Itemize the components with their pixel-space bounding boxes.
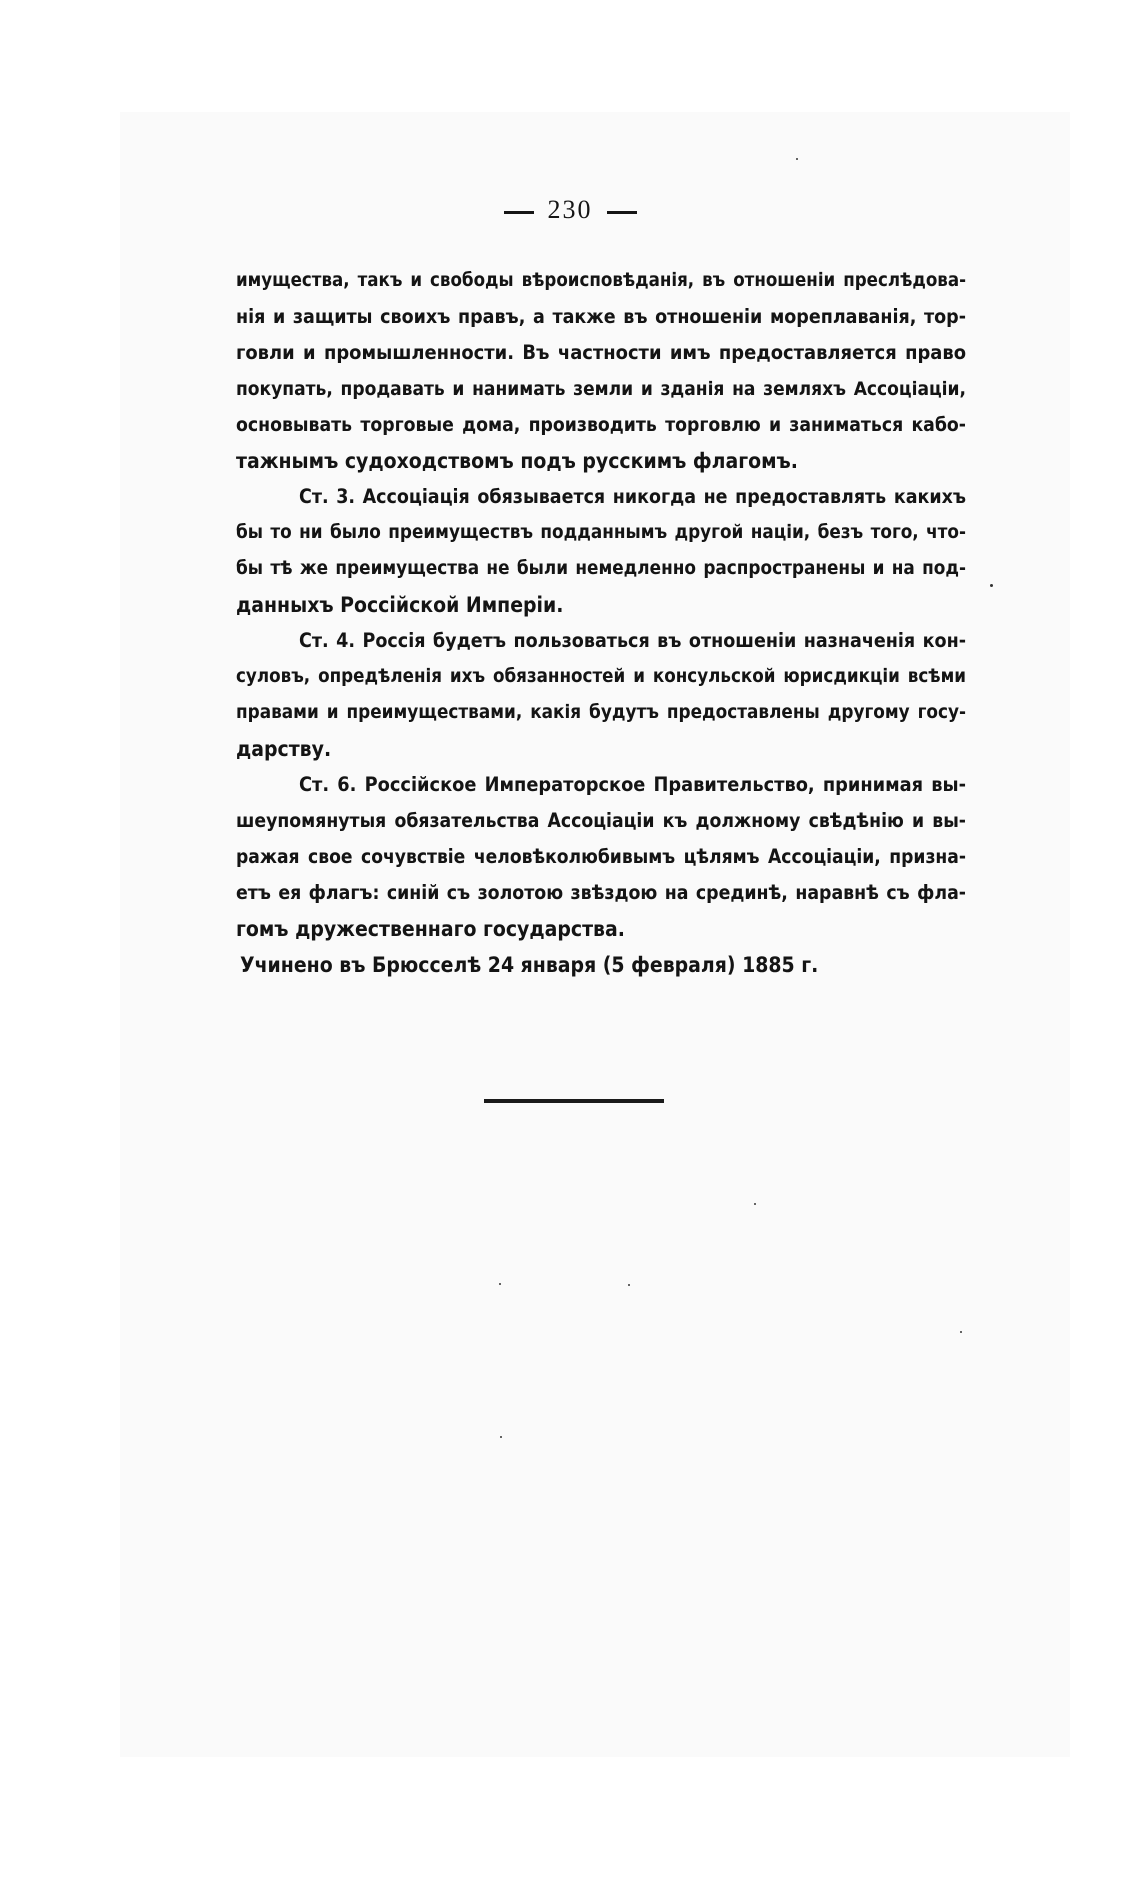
article-3 [236,479,966,623]
body-text [236,263,966,983]
scan-speck [796,158,798,160]
text-line: шеупомянутыя обязательства Ассоціаціи къ должному свѣдѣнію и вы- [236,809,966,832]
text-line: Ст. 3. Ассоціація обязывается никогда не предоставлять какихъ [299,485,966,508]
scan-speck [500,1436,502,1438]
text-line: етъ ея флагъ: синій съ золотою звѣздою на срединѣ, наравнѣ съ фла- [236,881,966,904]
text-line: говли и промышленности. Въ частности имъ предоставляется право [236,341,966,364]
end-rule [484,1099,664,1103]
text-line: дарству. [236,737,332,761]
scan-speck [754,1203,756,1205]
text-line: правами и преимуществами, какія будутъ предоставлены другому госу- [236,702,966,723]
page-number-header [0,195,1140,225]
article-6 [236,767,966,947]
text-line: бы то ни было преимуществъ подданнымъ другой націи, безъ того, что- [236,522,966,543]
text-line: имущества, такъ и свободы вѣроисповѣданія, въ отношеніи преслѣдова- [236,270,966,291]
closing-line: Учинено въ Брюсселѣ 24 января (5 февраля) 1885 г. [240,953,819,977]
text-line: суловъ, опредѣленія ихъ обязанностей и консульской юрисдикціи всѣми [236,666,966,687]
text-line: основывать торговые дома, производить торговлю и заниматься кабо- [236,413,966,436]
scan-speck [499,1283,501,1285]
page-number: 230 [547,195,593,224]
text-line: нія и защиты своихъ правъ, а также въ отношеніи мореплаванія, тор- [236,305,966,328]
scan-speck [628,1284,630,1286]
text-line: покупать, продавать и нанимать земли и зданія на земляхъ Ассоціаціи, [236,378,966,400]
text-line: тажнымъ судоходствомъ подъ русскимъ флагомъ. [236,449,798,473]
scan-speck [960,1331,962,1333]
page-number-dash-left [504,211,534,214]
text-line: бы тѣ же преимущества не были немедленно распространены и на под- [236,558,966,579]
article-4 [236,623,966,767]
text-line: ражая свое сочувствіе человѣколюбивымъ цѣлямъ Ассоціаціи, призна- [236,846,966,868]
text-line: гомъ дружественнаго государства. [236,917,625,941]
paragraph-continuation [236,263,966,479]
page-number-dash-right [607,211,637,214]
scan-speck [990,584,993,587]
text-line: данныхъ Россійской Имперіи. [236,593,564,617]
text-line: Ст. 4. Россія будетъ пользоваться въ отношеніи назначенія кон- [299,629,966,652]
text-line: Ст. 6. Россійское Императорское Правительство, принимая вы- [299,773,966,796]
